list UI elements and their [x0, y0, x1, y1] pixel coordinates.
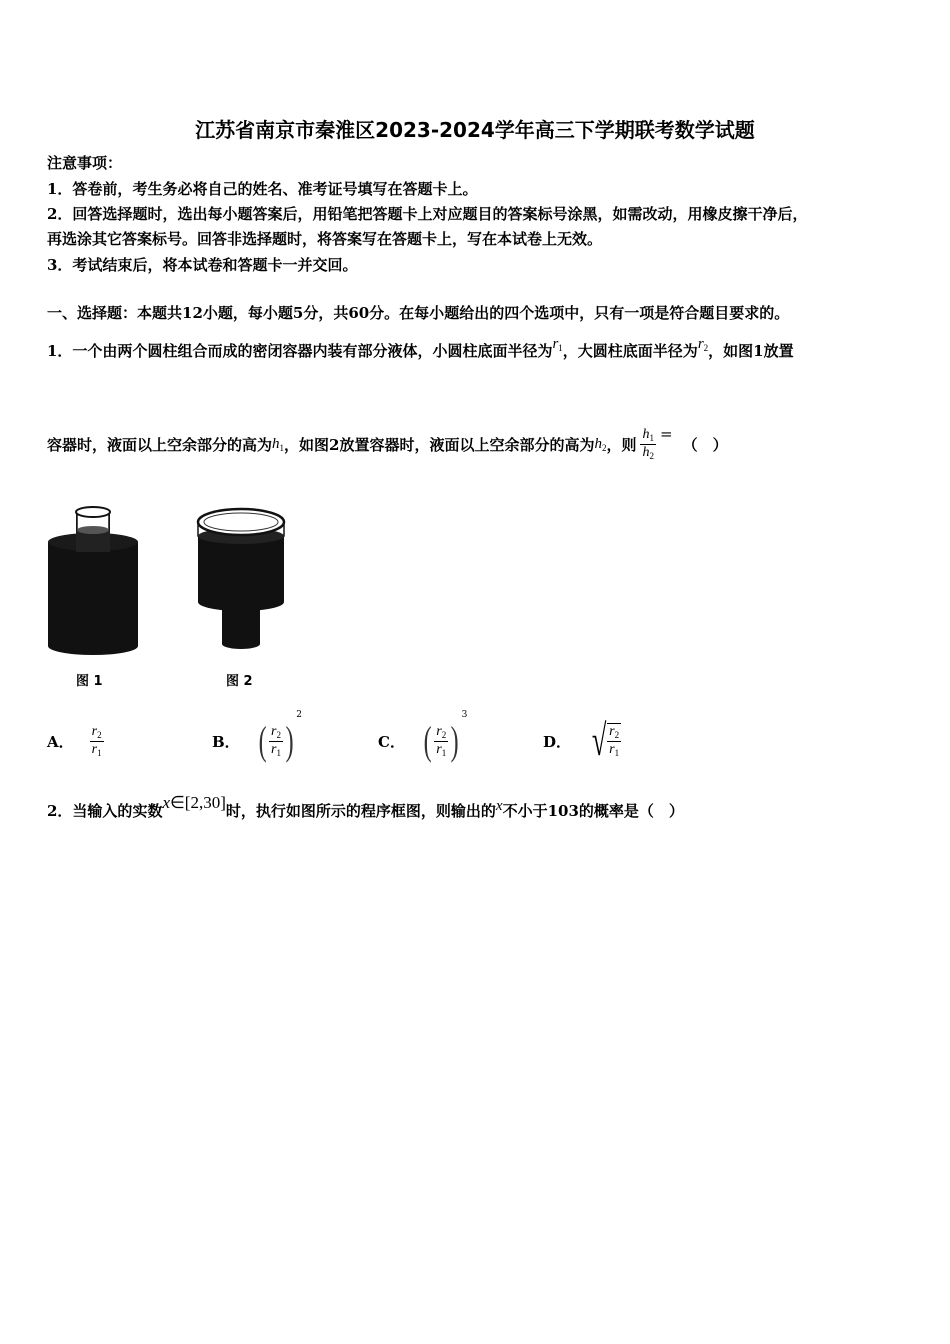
fraction-numerator	[434, 724, 448, 742]
q1-text-1: 1．一个由两个圆柱组合而成的密闭容器内装有部分液体，小圆柱底面半径为	[47, 342, 553, 360]
figure-1-container	[44, 500, 142, 660]
subscript-2: 2	[649, 450, 654, 461]
fraction-numerator	[640, 427, 656, 445]
r-letter: r	[697, 336, 704, 352]
x-variable: x	[495, 798, 503, 814]
r-letter: r	[91, 741, 98, 757]
left-paren: (	[258, 718, 267, 763]
fraction-numerator	[269, 724, 283, 742]
h-letter: h	[272, 435, 280, 452]
h1-symbol	[272, 436, 284, 453]
interval-value: ∈[2,30]	[170, 793, 226, 812]
fraction-numerator	[90, 724, 104, 742]
sqrt-body	[607, 723, 621, 759]
subscript-1: 1	[649, 432, 654, 443]
q2-text-2: 时，执行如图所示的程序框图，则输出的	[225, 802, 496, 820]
subscript-2: 2	[601, 442, 607, 453]
r-letter: r	[436, 741, 442, 757]
r-letter: r	[609, 724, 615, 740]
answer-paren: （ ）	[682, 435, 728, 454]
notice-item-2b: 再选涂其它答案标号。回答非选择题时，将答案写在答题卡上，写在本试卷上无效。	[47, 230, 603, 248]
option-d[interactable]	[543, 712, 621, 770]
option-c[interactable]	[378, 712, 467, 770]
q2-text-1: 2．当输入的实数	[47, 802, 163, 820]
figure-2-caption: 图 2	[226, 674, 253, 689]
option-d-fraction	[607, 724, 621, 759]
question-1-line-1	[47, 336, 794, 361]
sqrt-icon: √	[591, 716, 607, 765]
h-letter: h	[594, 435, 602, 452]
question-1-line-2	[47, 418, 728, 470]
left-paren: (	[423, 718, 432, 763]
subscript-2: 2	[614, 730, 620, 741]
h-letter: h	[642, 444, 650, 460]
figure-2-container	[192, 500, 290, 660]
r-letter: r	[271, 741, 277, 757]
subscript-1: 1	[279, 442, 285, 453]
subscript-2: 2	[441, 729, 447, 740]
subscript-1: 1	[614, 748, 620, 758]
option-b-fraction	[269, 724, 283, 759]
q2-text-3: 不小于103的概率是（ ）	[502, 802, 684, 820]
x-variable: x	[162, 793, 170, 812]
q1-text-5: ，如图2放置容器时，液面以上空余部分的高为	[284, 435, 595, 454]
h2-symbol	[594, 436, 606, 453]
r2-symbol	[698, 336, 708, 352]
q1-text-4: 容器时，液面以上空余部分的高为	[47, 435, 273, 454]
option-b-exponent: 2	[296, 710, 303, 720]
notice-item-2a: 2．回答选择题时，选出每小题答案后，用铅笔把答题卡上对应题目的答案标号涂黑，如需改动，用橡皮擦干净后，	[47, 205, 808, 223]
fraction-denominator	[640, 445, 656, 462]
h1-over-h2-fraction	[640, 427, 656, 462]
fraction-numerator	[607, 724, 621, 742]
question-2	[47, 793, 684, 821]
subscript-2: 2	[276, 729, 281, 740]
option-c-exponent: 3	[461, 710, 468, 720]
option-b-label: B．	[212, 732, 240, 751]
q1-text-3: ，如图1放置	[708, 342, 794, 360]
subscript-1: 1	[558, 343, 563, 353]
right-paren: )	[450, 718, 459, 763]
right-paren: )	[285, 718, 294, 763]
notice-heading: 注意事项：	[47, 154, 123, 172]
page-title: 江苏省南京市秦淮区2023-2024学年高三下学期联考数学试题	[195, 118, 755, 142]
subscript-1: 1	[276, 747, 281, 758]
option-a[interactable]	[47, 712, 104, 770]
r-letter: r	[91, 723, 98, 739]
fraction-denominator	[269, 742, 283, 759]
subscript-2: 2	[703, 343, 709, 353]
r-letter: r	[609, 742, 615, 757]
figure-1-caption: 图 1	[76, 674, 103, 689]
option-b[interactable]	[212, 712, 302, 770]
subscript-1: 1	[441, 747, 447, 758]
r-letter: r	[552, 336, 559, 352]
q1-text-2: ，大圆柱底面半径为	[562, 342, 698, 360]
r-letter: r	[271, 723, 277, 739]
notice-item-3: 3．考试结束后，将本试卷和答题卡一并交回。	[47, 256, 358, 274]
q1-text-6: ，则	[606, 435, 637, 454]
r-letter: r	[436, 723, 442, 739]
option-d-label: D．	[543, 732, 572, 751]
option-c-label: C．	[378, 732, 405, 751]
interval-expression	[162, 793, 225, 812]
h-letter: h	[642, 426, 650, 442]
option-c-fraction	[434, 724, 448, 759]
section-heading: 一、选择题：本题共12小题，每小题5分，共60分。在每小题给出的四个选项中，只有一项是符合题目要求的。	[47, 304, 790, 322]
option-a-label: A．	[47, 732, 74, 751]
fraction-denominator	[434, 742, 448, 759]
notice-item-1: 1．答卷前，考生务必将自己的姓名、准考证号填写在答题卡上。	[47, 180, 478, 198]
r1-symbol	[552, 336, 562, 352]
fraction-denominator	[607, 742, 621, 759]
subscript-2: 2	[97, 729, 102, 740]
fraction-denominator	[90, 742, 104, 759]
option-a-fraction	[90, 724, 104, 759]
subscript-1: 1	[97, 747, 102, 758]
equals-sign: =	[659, 425, 673, 443]
